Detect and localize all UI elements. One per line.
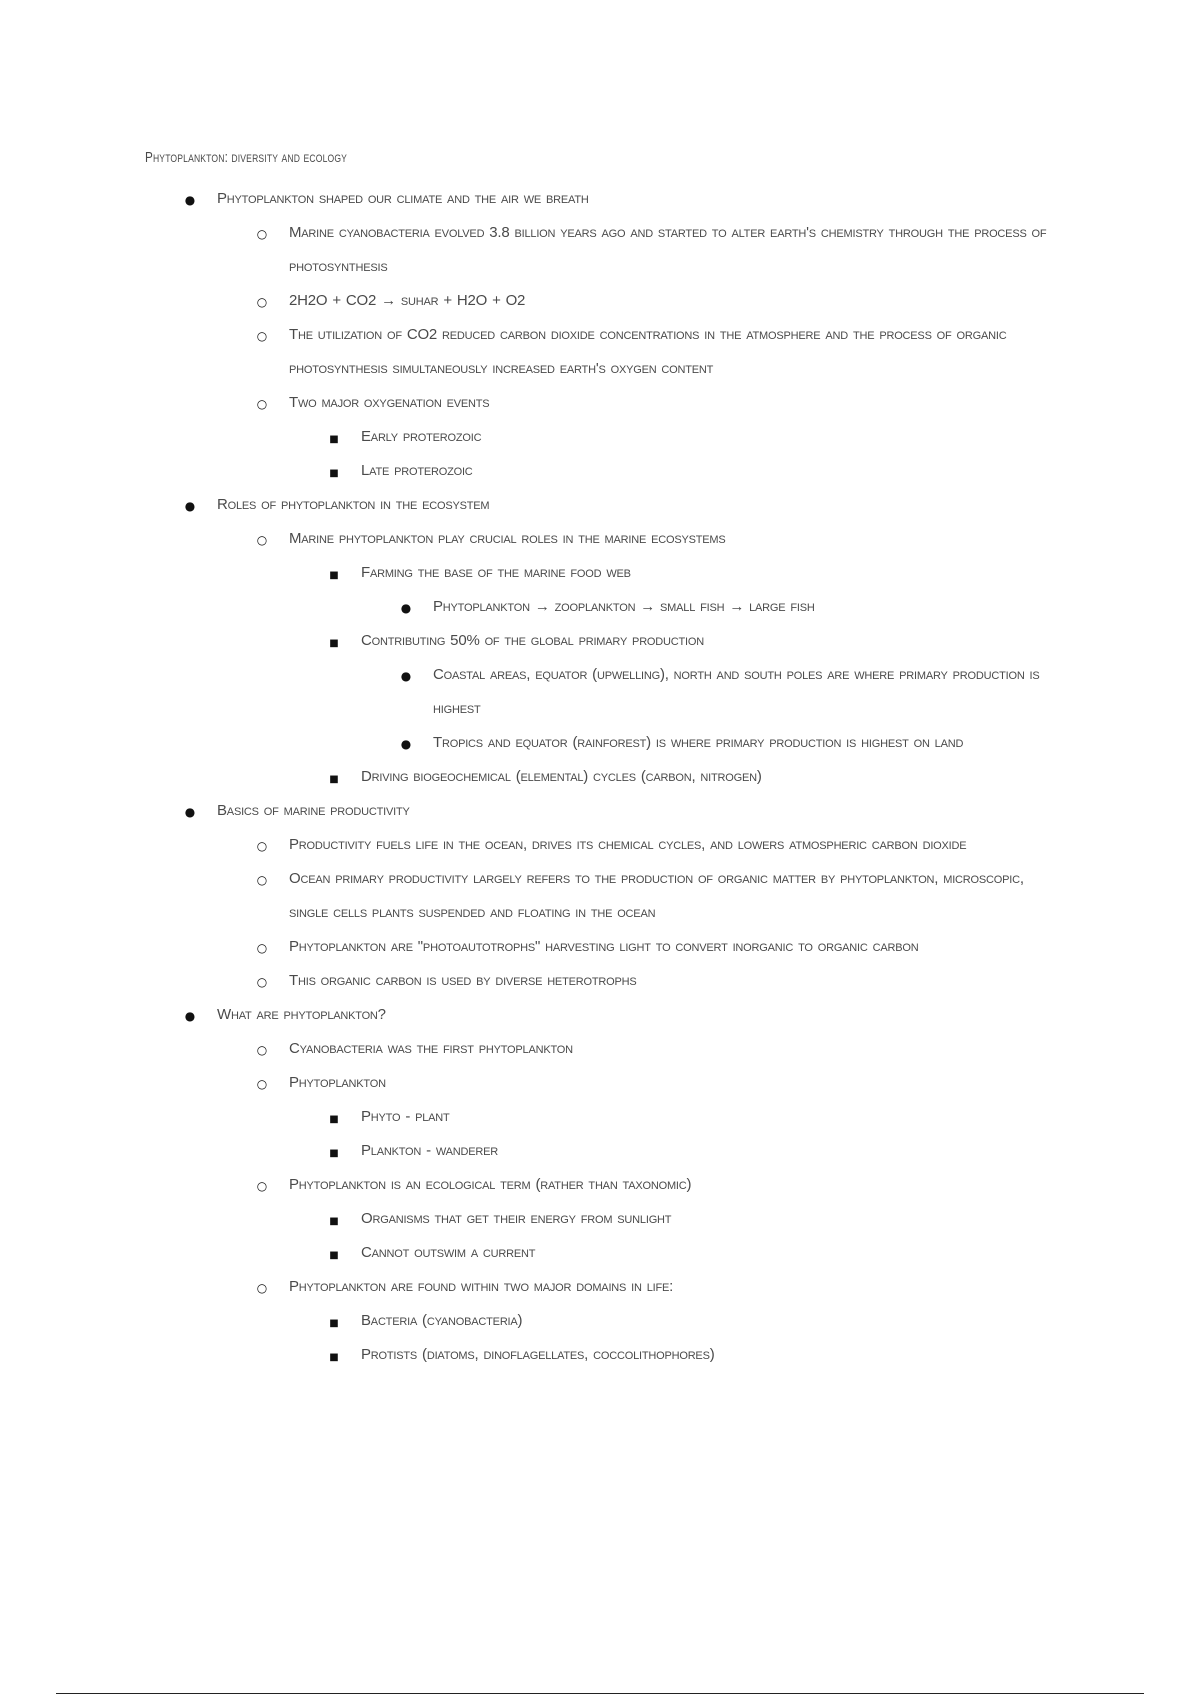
outline-item-level-2 bbox=[217, 216, 1065, 284]
outline-item-level-2 bbox=[217, 862, 1065, 930]
bullet-icon bbox=[396, 590, 416, 625]
bullet-icon bbox=[324, 420, 344, 457]
outline-item-text: Cannot outswim a current bbox=[361, 1244, 536, 1261]
outline-item-text: Contributing 50% of the global primary production bbox=[361, 632, 704, 649]
outline-item-text: Ocean primary productivity largely refers to the production of organic matter by phytoplankton, microscopic, single cells plants suspended and floating in the ocean bbox=[289, 870, 1024, 921]
outline-item-text: Late proterozoic bbox=[361, 462, 473, 479]
bullet-icon bbox=[324, 1236, 344, 1273]
outline-sublist bbox=[289, 556, 1065, 794]
outline-item-level-3 bbox=[289, 1236, 1065, 1270]
outline-item-level-2 bbox=[217, 1270, 1065, 1372]
outline-item-level-3 bbox=[289, 1338, 1065, 1372]
outline-item-level-4 bbox=[361, 658, 1065, 726]
outline-item-text: Phytoplankton are found within two major domains in life: bbox=[289, 1278, 674, 1295]
outline-item-text: Driving biogeochemical (elemental) cycles (carbon, nitrogen) bbox=[361, 768, 762, 785]
outline-item-level-3 bbox=[289, 1100, 1065, 1134]
bullet-icon bbox=[252, 862, 272, 897]
bullet-icon bbox=[252, 1032, 272, 1067]
bullet-icon bbox=[252, 1066, 272, 1101]
outline-item-text: Phytoplankton → zooplankton → small fish → large fish bbox=[433, 598, 815, 615]
bullet-icon bbox=[324, 1304, 344, 1341]
outline-item-level-2 bbox=[217, 386, 1065, 488]
outline-item-text: Phytoplankton bbox=[289, 1074, 386, 1091]
outline-item-level-2 bbox=[217, 1168, 1065, 1270]
outline-item-level-2 bbox=[217, 1032, 1065, 1066]
bullet-icon bbox=[324, 556, 344, 593]
outline-item-level-1 bbox=[145, 182, 1065, 488]
outline-item-text: Productivity fuels life in the ocean, drives its chemical cycles, and lowers atmospheric carbon dioxide bbox=[289, 836, 967, 853]
outline-item-level-3 bbox=[289, 454, 1065, 488]
outline-item-level-2 bbox=[217, 828, 1065, 862]
bullet-icon bbox=[252, 828, 272, 863]
bullet-icon bbox=[252, 386, 272, 421]
bullet-icon bbox=[252, 1270, 272, 1305]
bullet-icon bbox=[252, 522, 272, 557]
bullet-icon bbox=[324, 1338, 344, 1375]
outline-sublist bbox=[217, 828, 1065, 998]
outline-item-level-3 bbox=[289, 1134, 1065, 1168]
outline-item-level-3 bbox=[289, 420, 1065, 454]
outline-list bbox=[73, 182, 1065, 1372]
bullet-icon bbox=[396, 726, 416, 761]
bullet-icon bbox=[180, 998, 200, 1033]
outline-item-text: Organisms that get their energy from sunlight bbox=[361, 1210, 672, 1227]
bullet-icon bbox=[324, 624, 344, 661]
bullet-icon bbox=[324, 760, 344, 797]
outline-item-text: What are phytoplankton? bbox=[217, 1006, 386, 1023]
bullet-icon bbox=[252, 284, 272, 319]
outline-sublist bbox=[289, 1202, 1065, 1270]
outline-item-text: Phytoplankton are "photoautotrophs" harvesting light to convert inorganic to organic carbon bbox=[289, 938, 919, 955]
outline-item-text: This organic carbon is used by diverse heterotrophs bbox=[289, 972, 637, 989]
outline-item-text: Basics of marine productivity bbox=[217, 802, 410, 819]
outline-sublist bbox=[289, 1100, 1065, 1168]
document-title: Phytoplankton: diversity and ecology bbox=[145, 149, 348, 166]
outline-item-text: Roles of phytoplankton in the ecosystem bbox=[217, 496, 490, 513]
outline-item-level-3 bbox=[289, 624, 1065, 760]
outline-item-text: Marine cyanobacteria evolved 3.8 billion years ago and started to alter earth's chemistry through the process of photosynthesis bbox=[289, 224, 1047, 275]
outline-item-level-3 bbox=[289, 556, 1065, 624]
outline-item-text: Early proterozoic bbox=[361, 428, 482, 445]
outline-item-text: Phyto - plant bbox=[361, 1108, 450, 1125]
outline-item-level-2 bbox=[217, 964, 1065, 998]
outline-item-text: Coastal areas, equator (upwelling), north and south poles are where primary production is highest bbox=[433, 666, 1040, 717]
outline-item-text: Two major oxygenation events bbox=[289, 394, 490, 411]
outline-item-text: Protists (diatoms, dinoflagellates, coccolithophores) bbox=[361, 1346, 715, 1363]
outline-item-level-4 bbox=[361, 726, 1065, 760]
page-bottom-rule bbox=[56, 1693, 1144, 1694]
bullet-icon bbox=[324, 1134, 344, 1171]
outline-sublist bbox=[217, 1032, 1065, 1372]
outline-item-text: Bacteria (cyanobacteria) bbox=[361, 1312, 523, 1329]
outline-item-level-2 bbox=[217, 1066, 1065, 1168]
outline-item-text: 2H2O + CO2 → suhar + H2O + O2 bbox=[289, 292, 526, 309]
outline-item-text: The utilization of CO2 reduced carbon dioxide concentrations in the atmosphere and the process of organic photosynthesis simultaneously increased earth's oxygen content bbox=[289, 326, 1007, 377]
outline-item-level-3 bbox=[289, 760, 1065, 794]
bullet-icon bbox=[252, 1168, 272, 1203]
outline-item-text: Cyanobacteria was the first phytoplankton bbox=[289, 1040, 573, 1057]
outline-item-level-3 bbox=[289, 1304, 1065, 1338]
bullet-icon bbox=[252, 318, 272, 353]
outline-item-level-1 bbox=[145, 794, 1065, 998]
bullet-icon bbox=[180, 794, 200, 829]
bullet-icon bbox=[396, 658, 416, 693]
outline-item-level-2 bbox=[217, 318, 1065, 386]
outline-item-text: Plankton - wanderer bbox=[361, 1142, 499, 1159]
outline-item-level-3 bbox=[289, 1202, 1065, 1236]
outline-sublist bbox=[361, 658, 1065, 760]
bullet-icon bbox=[180, 488, 200, 523]
bullet-icon bbox=[324, 454, 344, 491]
outline-item-level-1 bbox=[145, 998, 1065, 1372]
outline-item-level-2 bbox=[217, 284, 1065, 318]
outline-item-text: Phytoplankton shaped our climate and the air we breath bbox=[217, 190, 589, 207]
bullet-icon bbox=[324, 1100, 344, 1137]
outline-item-level-1 bbox=[145, 488, 1065, 794]
bullet-icon bbox=[252, 964, 272, 999]
outline-item-level-4 bbox=[361, 590, 1065, 624]
outline-sublist bbox=[217, 522, 1065, 794]
outline-item-level-2 bbox=[217, 930, 1065, 964]
outline-sublist bbox=[361, 590, 1065, 624]
outline-sublist bbox=[289, 1304, 1065, 1372]
outline-item-text: Phytoplankton is an ecological term (rather than taxonomic) bbox=[289, 1176, 692, 1193]
outline-sublist bbox=[217, 216, 1065, 488]
notes-document bbox=[145, 148, 1065, 1372]
outline-item-text: Marine phytoplankton play crucial roles in the marine ecosystems bbox=[289, 530, 726, 547]
bullet-icon bbox=[324, 1202, 344, 1239]
outline-item-text: Tropics and equator (rainforest) is where primary production is highest on land bbox=[433, 734, 964, 751]
outline-sublist bbox=[289, 420, 1065, 488]
outline-item-text: Farming the base of the marine food web bbox=[361, 564, 631, 581]
outline-item-level-2 bbox=[217, 522, 1065, 794]
bullet-icon bbox=[252, 216, 272, 251]
bullet-icon bbox=[180, 182, 200, 217]
bullet-icon bbox=[252, 930, 272, 965]
